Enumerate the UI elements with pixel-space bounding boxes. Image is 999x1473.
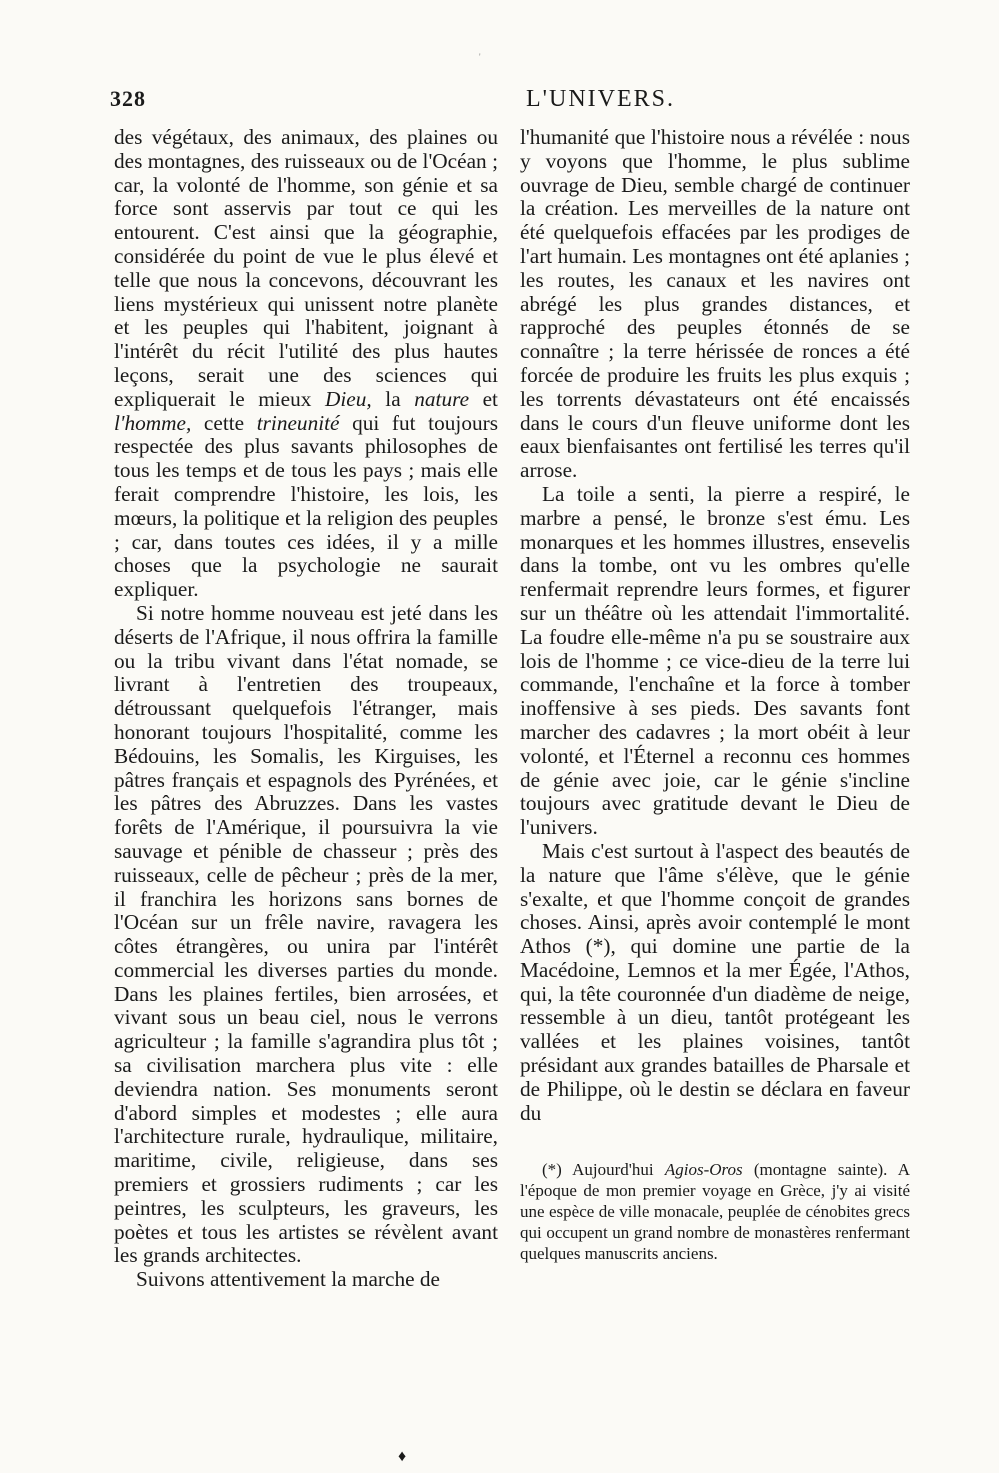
left-column [114, 126, 498, 1292]
text-run: la [371, 386, 415, 411]
page-number: 328 [110, 86, 146, 111]
italic-text: Agios-Oros [664, 1160, 743, 1180]
page-header [110, 86, 911, 122]
running-title: L'UNIVERS. [526, 86, 675, 112]
right-column [520, 126, 910, 1264]
text-run: (*) Aujourd'hui [542, 1160, 665, 1180]
paragraph [114, 126, 498, 602]
paragraph: Suivons attentivement la marche de [136, 1267, 440, 1292]
italic-text: Dieu, [325, 386, 372, 411]
italic-text: nature [414, 386, 470, 411]
italic-text: l'homme, [114, 410, 192, 435]
paragraph: l'humanité que l'histoire nous a révélée : nous y voyons que l'homme, le plus sublime ouvrage de Dieu, semble chargé de continuer la création. Les merveilles de la nature ont été quelquefois effacées par les prodiges de l'art humain. Les montagnes ont été aplanies ; les routes, les canaux et les navires ont abrégé les plus grandes distances, et rapproché des peuples étonnés de se connaître ; la terre hérissée de ronces a été forcée de produire les fruits les plus exquis ; les torrents dévastateurs ont été encaissés dans le cours d'un fleuve uniforme dont les eaux bienfaisantes ont fertilisé les terres qu'il arrose. [520, 125, 910, 483]
paragraph: Mais c'est surtout à l'aspect des beautés de la nature que l'âme s'élève, que le génie s'exalte, et que l'homme conçoit de grandes choses. Ainsi, après avoir contemplé le mont Athos (*), qui domine une partie de la Macédoine, Lemnos et la mer Égée, l'Athos, qui, la tête couronnée d'un diadème de neige, ressemble à un dieu, tantôt protégeant les vallées et les plaines voisines, tantôt présidant aux grandes batailles de Pharsale et de Philippe, où le destin se déclara en faveur du [520, 838, 910, 1125]
page-ornament-icon: ♦ [398, 1448, 407, 1465]
scan-mark: ' [479, 52, 481, 62]
footnote [520, 1159, 910, 1264]
text-run: et [469, 386, 498, 411]
text-run: (montagne sainte). A l'époque de mon premier voyage en Grèce, j'y ai visité une espèce de ville monacale, peuplée de cénobites grecs qui occupent un grand nombre de monastères renfermant quelques manuscrits anciens. [520, 1160, 910, 1264]
text-run: cette [191, 410, 257, 435]
paragraph: La toile a senti, la pierre a respiré, le marbre a pensé, le bronze s'est ému. Les monarques et les hommes illustres, ensevelis dans la tombe, ont vu les ombres qu'elle renfermait reprendre leurs formes, et figurer sur un théâtre où les attendait l'immortalité. La foudre elle-même n'a pu se soustraire aux lois de l'homme ; ce vice-dieu de la terre lui commande, l'enchaîne et la force à tomber inoffensive à ses pieds. Des savants font marcher des cadavres ; la mort obéit à leur volonté, et l'Éternel a reconnu ces hommes de génie avec joie, car le génie s'incline toujours avec gratitude devant le Dieu de l'univers. [520, 481, 910, 840]
paragraph: Si notre homme nouveau est jeté dans les déserts de l'Afrique, il nous offrira la famille ou la tribu vivant dans l'état nomade, se livrant à l'entretien des troupeaux, détroussant quelquefois l'étranger, mais honorant toujours l'hospitalité, comme les Bédouins, les Somalis, les Kirguises, les pâtres français et espagnols des Pyrénées, et les pâtres des Abruzzes. Dans les vastes forêts de l'Amérique, il poursuivra la vie sauvage et pénible de chasseur ; près des ruisseaux, celle de pêcheur ; près de la mer, il franchira les horizons sans bornes de l'Océan sur un frêle navire, ravagera les côtes étrangères, ou unira par l'intérêt commercial les diverses parties du monde. Dans les plaines fertiles, bien arrosées, et vivant sous un beau ciel, nous le verrons agriculteur ; la famille s'agrandira plus tôt ; sa civilisation marchera plus vite : elle deviendra nation. Ses monuments seront d'abord simples et modestes ; elle aura l'architecture rurale, hydraulique, militaire, maritime, civile, religieuse, dans ses premiers et grossiers rudiments ; car les peintres, les sculpteurs, les graveurs, les poètes et tous les artistes se révèlent avant les grands architectes. [114, 600, 498, 1268]
text-run: qui fut toujours respectée des plus savants philosophes de tous les temps et de tous les pays ; mais elle ferait comprendre l'histoire, les lois, les mœurs, la politique et la religion des peuples ; car, dans toutes ces idées, il y a mille choses que la psychologie ne saurait expliquer. [114, 410, 498, 602]
text-run: des végétaux, des animaux, des plaines ou des montagnes, des ruisseaux ou de l'Océan ; car, la volonté de l'homme, son génie et sa force sont asservis par tout ce qui les entourent. C'est ainsi que la géographie, considérée du point de vue le plus élevé et telle que nous la concevons, découvrant les liens mystérieux qui unissent notre planète et les peuples qui l'habitent, joignant à l'intérêt du récit l'utilité des plus hautes leçons, serait une des sciences qui expliquerait le mieux [114, 125, 498, 411]
italic-text: trineunité [256, 410, 340, 435]
